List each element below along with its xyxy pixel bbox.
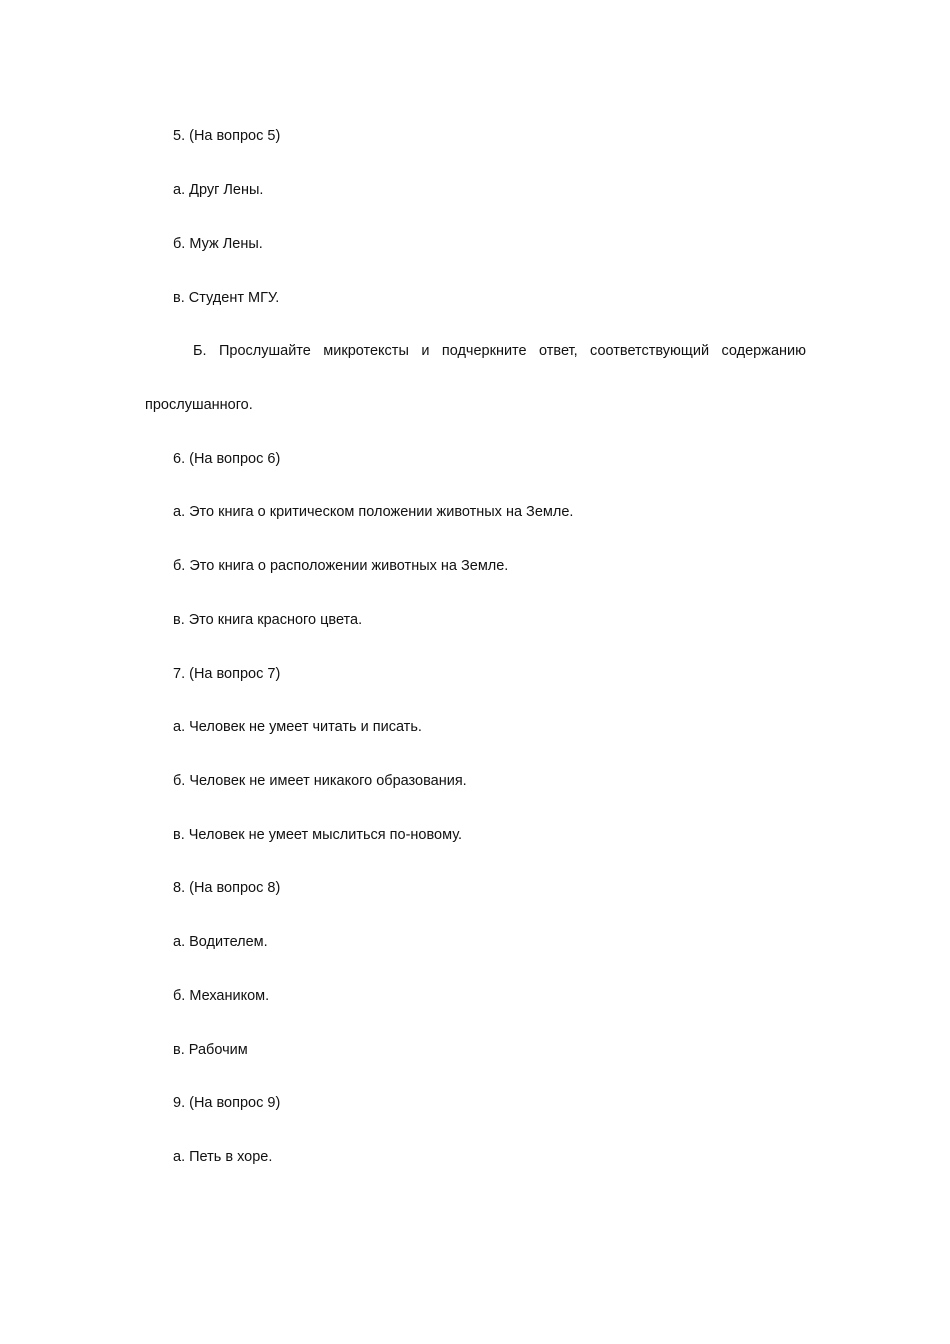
question-8-heading: 8. (На вопрос 8) xyxy=(173,880,281,896)
section-b-instruction: Б. Прослушайте микротексты и подчеркните ответ, соответствующий содержанию xyxy=(193,343,806,359)
question-5-option-a: а. Друг Лены. xyxy=(173,182,264,198)
question-6-heading: 6. (На вопрос 6) xyxy=(173,451,281,467)
question-9-option-a: а. Петь в хоре. xyxy=(173,1149,273,1165)
question-8-option-v: в. Рабочим xyxy=(173,1042,248,1058)
question-7-option-v: в. Человек не умеет мыслиться по-новому. xyxy=(173,827,463,843)
question-6-option-v: в. Это книга красного цвета. xyxy=(173,612,363,628)
question-6-option-b: б. Это книга о расположении животных на Земле. xyxy=(173,558,509,574)
question-7-option-b: б. Человек не имеет никакого образования. xyxy=(173,773,467,789)
question-8-option-a: а. Водителем. xyxy=(173,934,268,950)
question-8-option-b: б. Механиком. xyxy=(173,988,270,1004)
question-5-heading: 5. (На вопрос 5) xyxy=(173,128,281,144)
question-6-option-a: а. Это книга о критическом положении животных на Земле. xyxy=(173,504,574,520)
question-7-heading: 7. (На вопрос 7) xyxy=(173,666,281,682)
question-5-option-b: б. Муж Лены. xyxy=(173,236,263,252)
question-9-heading: 9. (На вопрос 9) xyxy=(173,1095,281,1111)
question-5-option-v: в. Студент МГУ. xyxy=(173,290,280,306)
section-b-instruction-continued: прослушанного. xyxy=(145,397,253,413)
question-7-option-a: а. Человек не умеет читать и писать. xyxy=(173,719,422,735)
